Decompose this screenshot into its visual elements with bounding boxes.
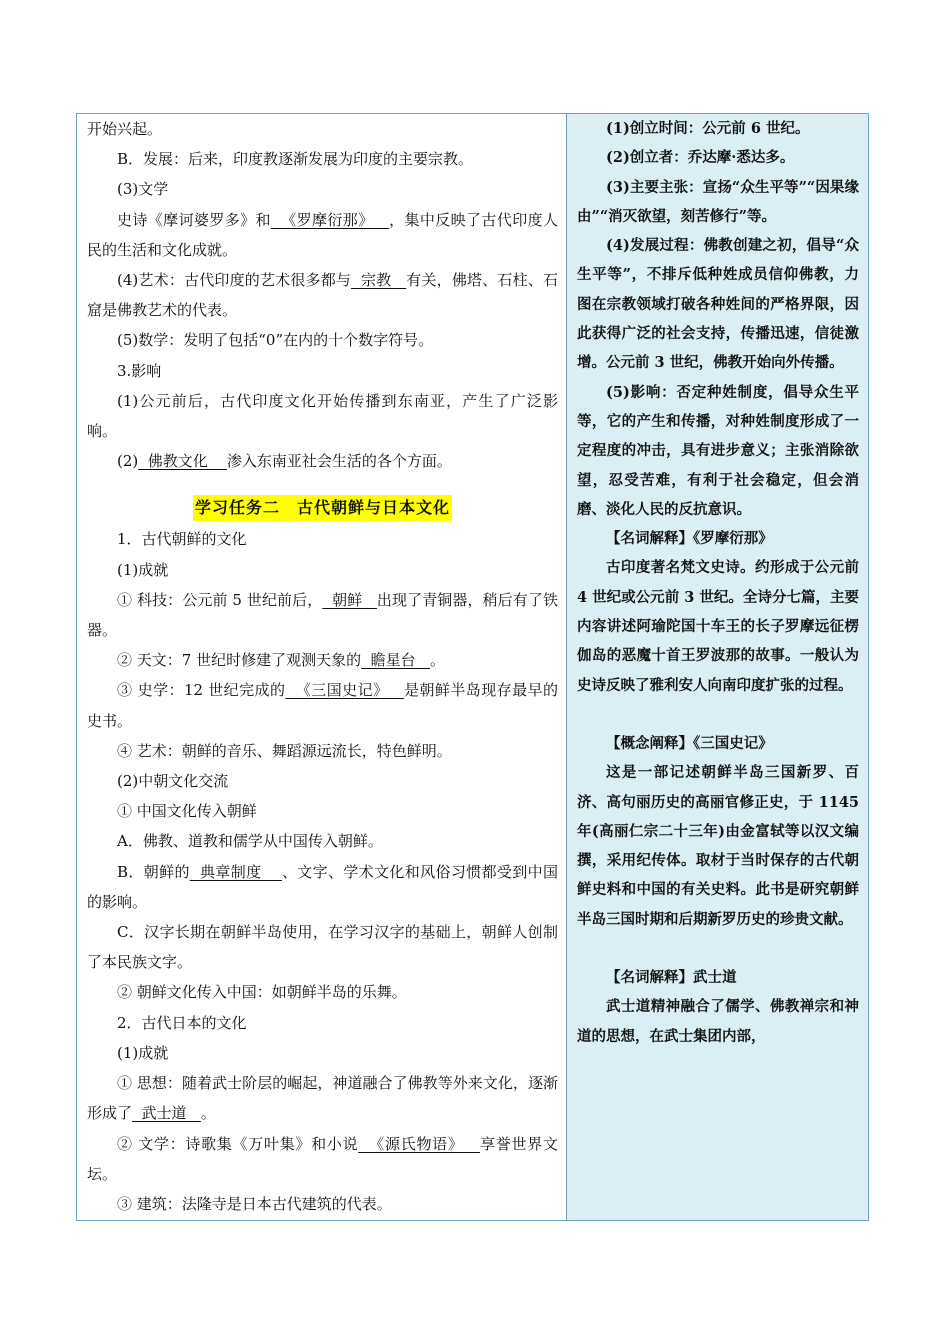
paragraph: 3.影响 [117,361,162,380]
note-paragraph: (3)主要主张：宣扬“众生平等”“因果缘由”“消灭欲望，刻苦修行”等。 [577,178,859,225]
note-paragraph: (2)创立者：乔达摩·悉达多。 [606,149,795,167]
paragraph: (2)中朝文化交流 [117,772,229,791]
answer-blank: 瞻星台 [361,651,430,670]
section-heading [87,495,558,521]
paragraph: 开始兴起。 [87,120,163,138]
paragraph: 1．古代朝鲜的文化 [117,530,247,549]
paragraph: B．朝鲜的 典章制度 、文字、学术文化和风俗习惯都受到中国的影响。 [87,862,558,911]
answer-blank: 朝鲜 [322,590,377,609]
answer-blank: 武士道 [132,1104,201,1123]
answer-blank: 《罗摩衍那》 [270,210,390,229]
paragraph: (5)数学：发明了包括“0”在内的十个数字符号。 [117,331,434,350]
sidebar-notes [567,114,868,1220]
term-body: 武士道精神融合了儒学、佛教禅宗和神道的思想，在武士集团内部， [577,998,859,1045]
note-paragraph: (1)创立时间：公元前 6 世纪。 [606,120,810,137]
paragraph: (1)成就 [117,1043,169,1062]
term-body: 古印度著名梵文史诗。约形成于公元前 4 世纪或公元前 3 世纪。全诗分七篇，主要内容讲述阿瑜陀国十车王的长子罗摩远征楞伽岛的恶魔十首王罗波那的故事。一般认为史诗反映了雅利安人向南印度扩张的过程。 [577,559,859,694]
term-title: 【名词解释】《罗摩衍那》 [606,530,773,548]
paragraph: ④ 艺术：朝鲜的音乐、舞蹈源远流长，特色鲜明。 [117,741,452,760]
answer-blank: 典章制度 [189,862,282,881]
paragraph: ① 中国文化传入朝鲜 [117,802,257,821]
paragraph: ② 文学：诗歌集《万叶集》和小说 《源氏物语》 享誉世界文坛。 [87,1134,558,1183]
paragraph: ③ 建筑：法隆寺是日本古代建筑的代表。 [117,1194,392,1213]
content-table [76,113,869,1221]
paragraph: 2．古代日本的文化 [117,1013,247,1032]
term-title: 【概念阐释】《三国史记》 [606,734,773,752]
paragraph: ② 天文：7 世纪时修建了观测天象的 瞻星台 。 [117,651,445,670]
note-paragraph: (4)发展过程：佛教创建之初，倡导“众生平等”，不排斥低种姓成员信仰佛教，力图在宗教领域打破各种姓间的严格界限，因此获得广泛的社会支持，传播迅速，信徒激增。公元前 3 世纪，佛教开始向外传播。 [577,237,859,372]
paragraph: C．汉字长期在朝鲜半岛使用，在学习汉字的基础上，朝鲜人创制了本民族文字。 [87,923,558,972]
term-body: 这是一部记述朝鲜半岛三国新罗、百济、高句丽历史的高丽官修正史，于 1145 年(高丽仁宗二十三年)由金富轼等以汉文编撰，采用纪传体。取材于当时保存的古代朝鲜史料和中国的有关史料。此书是研究朝鲜半岛三国时期和后期新罗历史的珍贵文献。 [577,764,859,928]
paragraph: 史诗《摩诃婆罗多》和 《罗摩衍那》 ，集中反映了古代印度人民的生活和文化成就。 [87,210,558,259]
paragraph: ① 思想：随着武士阶层的崛起，神道融合了佛教等外来文化，逐渐形成了 武士道 。 [87,1074,558,1123]
paragraph: ② 朝鲜文化传入中国：如朝鲜半岛的乐舞。 [117,983,407,1002]
paragraph: (4)艺术：古代印度的艺术很多都与 宗教 有关，佛塔、石柱、石窟是佛教艺术的代表。 [87,271,558,320]
answer-blank: 《三国史记》 [285,681,405,700]
note-paragraph: (5)影响：否定种姓制度，倡导众生平等，它的产生和传播，对种姓制度形成了一定程度的冲击，具有进步意义；主张消除欲望，忍受苦难，有利于社会稳定，但会消磨、淡化人民的反抗意识。 [577,383,859,518]
term-title: 【名词解释】武士道 [606,969,737,987]
answer-blank: 宗教 [351,271,407,290]
paragraph: A．佛教、道教和儒学从中国传入朝鲜。 [117,832,383,851]
paragraph: (2) 佛教文化 渗入东南亚社会生活的各个方面。 [117,452,452,471]
paragraph: (1)成就 [117,560,169,579]
paragraph: ③ 史学：12 世纪完成的 《三国史记》 是朝鲜半岛现存最早的史书。 [87,681,558,730]
paragraph: ① 科技：公元前 5 世纪前后， 朝鲜 出现了青铜器，稍后有了铁器。 [87,590,558,640]
paragraph: (1)公元前后，古代印度文化开始传播到东南亚，产生了广泛影响。 [87,391,558,441]
answer-blank: 《源氏物语》 [358,1134,481,1153]
section-title: 学习任务二 古代朝鲜与日本文化 [193,495,452,521]
paragraph: (3)文学 [117,180,169,199]
paragraph: B．发展：后来，印度教逐渐发展为印度的主要宗教。 [117,150,474,169]
main-column [77,114,567,1220]
answer-blank: 佛教文化 [138,452,227,471]
